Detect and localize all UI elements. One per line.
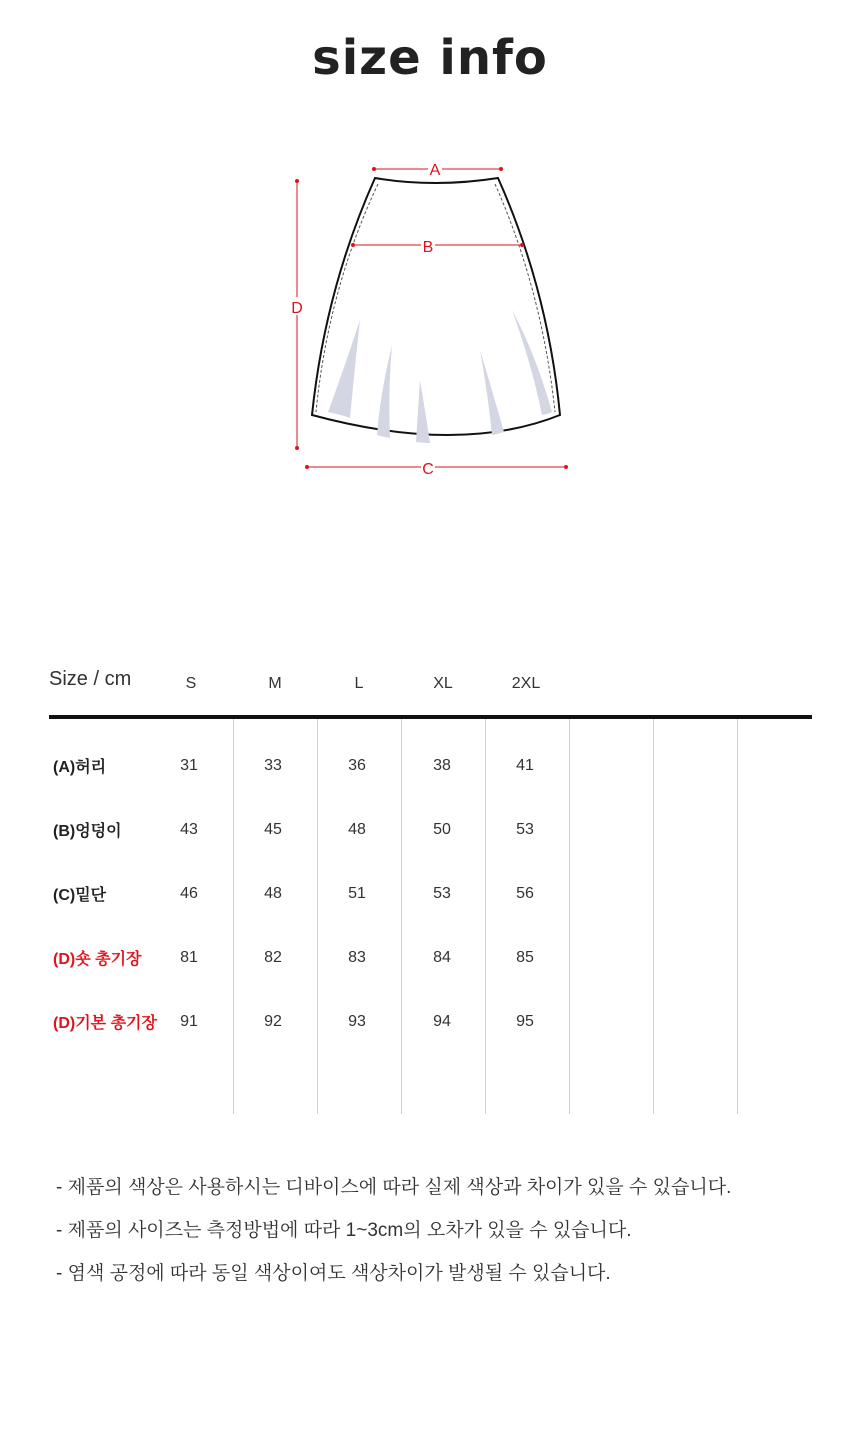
- table-cell: 48: [348, 821, 366, 838]
- table-cell: 36: [348, 757, 366, 774]
- column-divider: [569, 719, 570, 1114]
- table-cell: 31: [180, 757, 198, 774]
- row-label-waist: (A)허리: [53, 759, 107, 776]
- table-cell: 93: [348, 1013, 366, 1030]
- size-header-xl: XL: [433, 675, 453, 692]
- size-header-l: L: [354, 675, 364, 692]
- table-cell: 81: [180, 949, 198, 966]
- notes-section: [56, 1166, 731, 1295]
- table-cell: 38: [433, 757, 451, 774]
- row-label-basic-length: (D)기본 총기장: [53, 1015, 157, 1032]
- size-header-2xl: 2XL: [511, 675, 541, 692]
- dimension-label-b: B: [422, 239, 434, 256]
- dimension-label-a: A: [429, 162, 441, 179]
- table-cell: 46: [180, 885, 198, 902]
- table-cell: 53: [433, 885, 451, 902]
- table-cell: 91: [180, 1013, 198, 1030]
- row-label-hip: (B)엉덩이: [53, 823, 122, 840]
- table-cell: 51: [348, 885, 366, 902]
- note-color-device: - 제품의 색상은 사용하시는 디바이스에 따라 실제 색상과 차이가 있을 수 있습니다.: [56, 1177, 732, 1198]
- row-label-hem: (C)밑단: [53, 887, 107, 904]
- table-cell: 92: [264, 1013, 282, 1030]
- note-size-tolerance: - 제품의 사이즈는 측정방법에 따라 1~3cm의 오차가 있을 수 있습니다.: [56, 1220, 632, 1241]
- table-cell: 95: [516, 1013, 534, 1030]
- table-header-divider: [49, 715, 812, 719]
- table-cell: 48: [264, 885, 282, 902]
- table-cell: 83: [348, 949, 366, 966]
- column-divider: [485, 719, 486, 1114]
- page-title: size info: [312, 30, 548, 86]
- size-header-m: M: [268, 675, 282, 692]
- table-cell: 94: [433, 1013, 451, 1030]
- table-header-label: Size / cm: [49, 668, 132, 690]
- table-cell: 50: [433, 821, 451, 838]
- note-dye-variance: - 염색 공정에 따라 동일 색상이여도 색상차이가 발생될 수 있습니다.: [56, 1263, 611, 1284]
- column-divider: [737, 719, 738, 1114]
- column-divider: [233, 719, 234, 1114]
- table-cell: 43: [180, 821, 198, 838]
- table-cell: 85: [516, 949, 534, 966]
- row-label-short-length: (D)숏 총기장: [53, 951, 142, 968]
- dimension-label-d: D: [291, 300, 303, 317]
- table-cell: 82: [264, 949, 282, 966]
- table-cell: 53: [516, 821, 534, 838]
- column-divider: [401, 719, 402, 1114]
- column-divider: [653, 719, 654, 1114]
- size-header-s: S: [185, 675, 197, 692]
- table-cell: 45: [264, 821, 282, 838]
- table-cell: 56: [516, 885, 534, 902]
- table-cell: 84: [433, 949, 451, 966]
- dimension-label-c: C: [422, 461, 434, 478]
- table-cell: 33: [264, 757, 282, 774]
- table-cell: 41: [516, 757, 534, 774]
- column-divider: [317, 719, 318, 1114]
